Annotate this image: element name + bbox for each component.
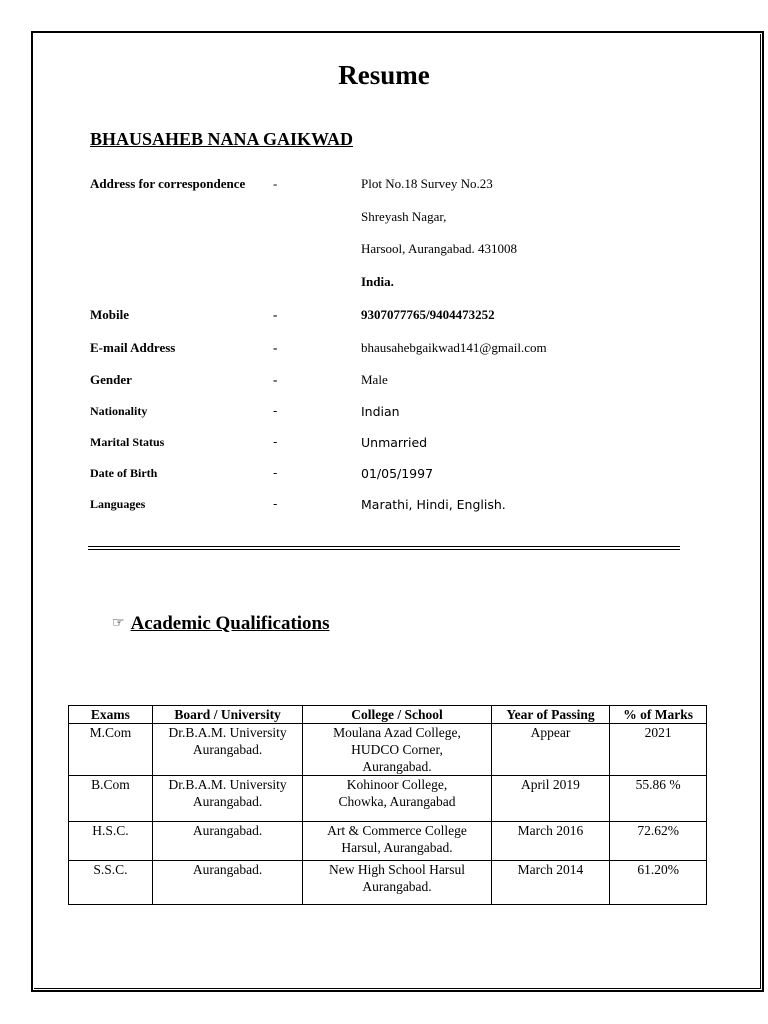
cell-college-line: Harsul, Aurangabad.	[341, 840, 453, 855]
academic-heading-text: Academic Qualifications	[130, 613, 330, 634]
cell-board-line: Aurangabad.	[192, 742, 263, 757]
header-board: Board / University	[152, 706, 303, 724]
mobile-dash: -	[273, 307, 278, 322]
page-title: Resume	[338, 60, 430, 90]
email-row	[0, 340, 768, 360]
email-value: bhausahebgaikwad141@gmail.com	[361, 340, 547, 355]
table-header-row	[69, 706, 707, 724]
cell-college-line: Art & Commerce College	[327, 823, 467, 838]
cell-college-line: Aurangabad.	[362, 759, 432, 774]
header-marks: % of Marks	[610, 706, 707, 724]
gender-dash: -	[273, 372, 278, 387]
cell-board	[152, 822, 303, 861]
cell-board	[152, 776, 303, 822]
cell-college-line: HUDCO Corner,	[351, 742, 443, 757]
mobile-value: 9307077765/9404473252	[361, 307, 495, 322]
languages-dash: -	[273, 497, 278, 511]
cell-college-line: New High School Harsul	[328, 862, 466, 877]
dob-row	[0, 466, 768, 486]
nationality-label: Nationality	[90, 404, 148, 418]
cell-marks: 55.86 %	[610, 776, 707, 822]
address-row-4	[0, 274, 768, 294]
languages-row	[0, 497, 768, 517]
marital-value: Unmarried	[361, 435, 428, 450]
cell-year: Appear	[491, 724, 610, 776]
cell-board	[152, 724, 303, 776]
cell-board-line: Aurangabad.	[192, 823, 263, 838]
address-row-3	[0, 241, 768, 261]
address-row	[0, 176, 768, 196]
cell-college-line: Kohinoor College,	[346, 777, 448, 792]
marital-dash: -	[273, 435, 278, 449]
section-divider-bottom	[88, 549, 680, 550]
mobile-label: Mobile	[90, 307, 129, 322]
email-dash: -	[273, 340, 278, 355]
table-row	[69, 861, 707, 905]
section-divider-top	[88, 546, 680, 547]
cell-year: March 2014	[491, 861, 610, 905]
table-row	[69, 724, 707, 776]
cell-board-line: Dr.B.A.M. University	[168, 725, 287, 740]
cell-board-line: Dr.B.A.M. University	[168, 777, 287, 792]
cell-college-line: Chowka, Aurangabad	[338, 794, 456, 809]
cell-college	[303, 776, 491, 822]
address-dash: -	[273, 176, 278, 191]
cell-college	[303, 724, 491, 776]
cell-exam: H.S.C.	[69, 822, 153, 861]
dob-dash: -	[273, 466, 278, 480]
cell-college-line: Aurangabad.	[362, 879, 432, 894]
mobile-row	[0, 307, 768, 327]
cell-year: April 2019	[491, 776, 610, 822]
marital-label: Marital Status	[90, 435, 165, 449]
dob-value: 01/05/1997	[361, 466, 434, 481]
table-row	[69, 822, 707, 861]
academic-heading	[112, 613, 330, 635]
header-year: Year of Passing	[491, 706, 610, 724]
address-row-2	[0, 209, 768, 229]
cell-exam: S.S.C.	[69, 861, 153, 905]
header-exams: Exams	[69, 706, 153, 724]
gender-label: Gender	[90, 372, 132, 387]
pointing-hand-icon: ☞	[112, 615, 125, 631]
cell-exam: B.Com	[69, 776, 153, 822]
address-line-4: India.	[361, 274, 394, 289]
gender-row	[0, 372, 768, 392]
cell-board	[152, 861, 303, 905]
header-college: College / School	[303, 706, 491, 724]
languages-value: Marathi, Hindi, English.	[361, 497, 506, 512]
cell-board-line: Aurangabad.	[192, 794, 263, 809]
dob-label: Date of Birth	[90, 466, 158, 480]
address-line-2: Shreyash Nagar,	[361, 209, 447, 224]
cell-board-line: Aurangabad.	[192, 862, 263, 877]
qualifications-table	[68, 705, 707, 905]
nationality-dash: -	[273, 404, 278, 418]
cell-marks: 61.20%	[610, 861, 707, 905]
address-line-3: Harsool, Aurangabad. 431008	[361, 241, 517, 256]
gender-value: Male	[361, 372, 388, 387]
cell-exam: M.Com	[69, 724, 153, 776]
cell-college	[303, 822, 491, 861]
marital-row	[0, 435, 768, 455]
cell-marks: 72.62%	[610, 822, 707, 861]
address-line-1: Plot No.18 Survey No.23	[361, 176, 493, 191]
address-label: Address for correspondence	[90, 176, 246, 191]
languages-label: Languages	[90, 497, 146, 511]
nationality-row	[0, 404, 768, 424]
table-row	[69, 776, 707, 822]
candidate-name: BHAUSAHEB NANA GAIKWAD	[90, 129, 354, 149]
cell-college-line: Moulana Azad College,	[333, 725, 461, 740]
cell-college	[303, 861, 491, 905]
cell-marks: 2021	[610, 724, 707, 776]
cell-year: March 2016	[491, 822, 610, 861]
nationality-value: Indian	[361, 404, 400, 419]
email-label: E-mail Address	[90, 340, 176, 355]
